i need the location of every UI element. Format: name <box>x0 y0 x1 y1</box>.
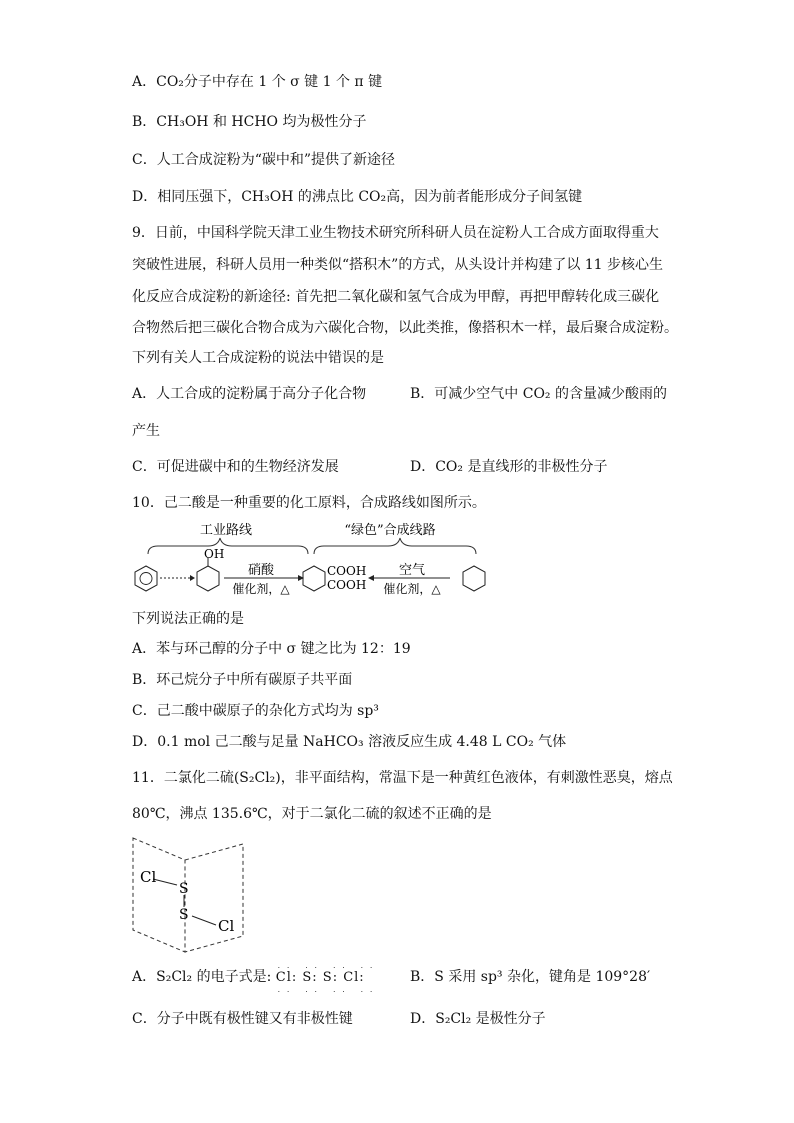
q9-stem-line-2: 突破性进展，科研人员用一种类似“搭积木”的方式，从头设计并构建了以 11 步核心生 <box>132 257 664 273</box>
q9-prompt: 下列有关人工合成淀粉的说法中错误的是 <box>132 350 384 366</box>
q9-option-d: D．CO₂ 是直线形的非极性分子 <box>410 459 608 475</box>
electron-dot-formula <box>275 964 380 996</box>
s2cl2-structure-diagram <box>128 830 253 955</box>
green-route-brace <box>314 538 476 554</box>
q10-option-b: B．环己烷分子中所有碳原子共平面 <box>132 672 353 688</box>
q9-stem-line-1: 9．日前，中国科学院天津工业生物技术研究所科研人员在淀粉人工合成方面取得重大 <box>132 225 659 241</box>
q10-option-a: A．苯与环己醇的分子中 σ 键之比为 12：19 <box>132 641 411 657</box>
cl-s-bond-top <box>153 879 177 885</box>
q11-stem-line-2: 80℃，沸点 135.6℃，对于二氯化二硫的叙述不正确的是 <box>132 806 492 822</box>
cl-atom-bottom: Cl <box>218 917 235 935</box>
dashed-plane-right <box>185 844 243 952</box>
reagent-1-top: 硝酸 <box>247 563 275 578</box>
cl-atom-top: Cl <box>140 868 157 886</box>
adipic-acid-structure <box>303 566 325 591</box>
industrial-route-brace <box>148 538 308 554</box>
industrial-route-label: 工业路线 <box>199 523 253 538</box>
q10-prompt: 下列说法正确的是 <box>132 611 244 627</box>
q9-option-b-continued: 产生 <box>132 423 160 439</box>
s-atom-2: S <box>179 907 189 923</box>
q8-option-b: B．CH₃OH 和 HCHO 均为极性分子 <box>132 114 367 130</box>
q8-option-d: D．相同压强下，CH₃OH 的沸点比 CO₂高，因为前者能形成分子间氢键 <box>132 189 583 205</box>
q11-stem-line-1: 11．二氯化二硫(S₂Cl₂)，非平面结构，常温下是一种黄红色液体，有刺激性恶臭，熔点 <box>132 770 673 786</box>
lone-pair-dots-top: ·· ·· ·· ·· <box>277 964 380 972</box>
q10-stem: 10．己二酸是一种重要的化工原料，合成路线如图所示。 <box>132 495 486 511</box>
q11-option-d: D．S₂Cl₂ 是极性分子 <box>410 1011 546 1027</box>
lone-pair-dots-bottom: ·· ·· ·· ·· <box>277 988 380 996</box>
electron-dot-formula-text: Cl: S: S: Cl: <box>275 970 365 985</box>
q9-stem-line-4: 合物然后把三碳化合物合成为六碳化合物，以此类推，像搭积木一样，最后聚合成淀粉。 <box>132 320 678 336</box>
q11-option-a-label: A．S₂Cl₂ 的电子式是: <box>132 969 272 985</box>
q10-option-c: C．己二酸中碳原子的杂化方式均为 sp³ <box>132 703 379 719</box>
cyclohexanol-structure <box>197 558 219 591</box>
q8-option-a: A．CO₂分子中存在 1 个 σ 键 1 个 π 键 <box>132 74 383 90</box>
q10-synthesis-route-diagram <box>128 516 498 600</box>
s-atom-1: S <box>179 881 189 897</box>
q10-option-d: D．0.1 mol 己二酸与足量 NaHCO₃ 溶液反应生成 4.48 L CO₂ 气体 <box>132 734 567 750</box>
q9-option-a: A．人工合成的淀粉属于高分子化合物 <box>132 386 367 402</box>
s-cl-bond-bottom <box>192 916 216 925</box>
cooh-label-1: COOH <box>327 564 367 578</box>
q9-option-c: C．可促进碳中和的生物经济发展 <box>132 459 339 475</box>
dashed-plane-left <box>133 838 185 952</box>
reagent-2-bottom: 催化剂，△ <box>383 582 441 596</box>
reagent-1-bottom: 催化剂，△ <box>232 582 290 596</box>
benzene-structure <box>135 566 157 591</box>
green-route-label: “绿色”合成线路 <box>344 523 436 538</box>
cooh-label-2: COOH <box>327 578 367 592</box>
q9-stem-line-3: 化反应合成淀粉的新途径: 首先把二氧化碳和氢气合成为甲醇，再把甲醇转化成三碳化 <box>132 289 660 305</box>
q8-option-c: C．人工合成淀粉为“碳中和”提供了新途径 <box>132 152 396 168</box>
hydroxyl-label: OH <box>204 547 225 561</box>
q11-option-b: B．S 采用 sp³ 杂化，键角是 109°28′ <box>410 969 651 985</box>
q11-option-a <box>132 964 380 996</box>
q11-option-c: C．分子中既有极性键又有非极性键 <box>132 1011 353 1027</box>
reagent-2-top: 空气 <box>398 563 426 578</box>
cyclohexane-structure <box>463 566 485 591</box>
q9-option-b: B．可减少空气中 CO₂ 的含量减少酸雨的 <box>410 386 667 402</box>
